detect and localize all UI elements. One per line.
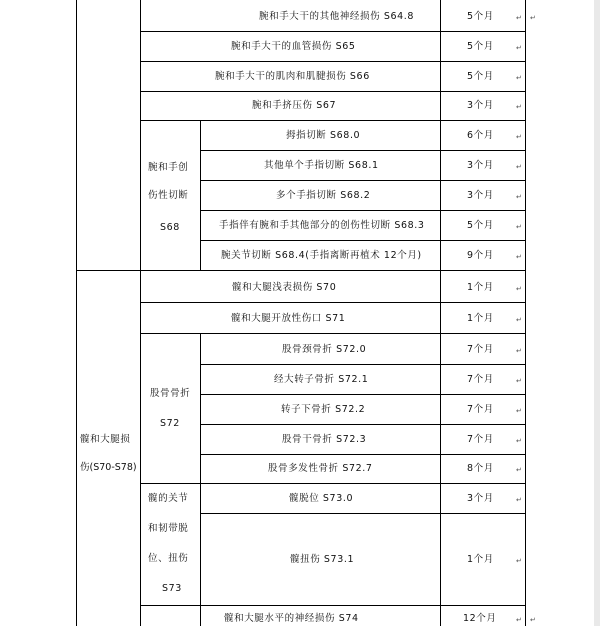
row-period: 8个月	[467, 463, 494, 474]
row-end-mark: ↵	[530, 14, 536, 22]
row-period: 7个月	[467, 434, 494, 445]
scrollbar[interactable]	[594, 0, 600, 626]
row-name: 转子下骨折 S72.2	[281, 404, 366, 415]
cell-mark: ↵	[516, 44, 522, 52]
group-label: S68	[160, 222, 180, 233]
cell-mark: ↵	[516, 316, 522, 324]
row-name: 腕和手大干的血管损伤 S65	[231, 41, 356, 52]
cell-mark: ↵	[516, 466, 522, 474]
row-period: 5个月	[467, 220, 494, 231]
row-period: 3个月	[467, 100, 494, 111]
cell-mark: ↵	[516, 163, 522, 171]
row-end-mark: ↵	[530, 616, 536, 624]
cell-mark: ↵	[516, 407, 522, 415]
row-period: 1个月	[467, 554, 494, 565]
row-period: 3个月	[467, 493, 494, 504]
cell-mark: ↵	[516, 133, 522, 141]
group-label: 髋的关节	[148, 493, 189, 504]
group-label: 股骨骨折	[150, 388, 191, 399]
cell-mark: ↵	[516, 437, 522, 445]
row-period: 9个月	[467, 250, 494, 261]
row-period: 6个月	[467, 130, 494, 141]
row-name: 腕和手挤压伤 S67	[252, 100, 337, 111]
row-name: 股骨多发性骨折 S72.7	[268, 463, 373, 474]
cell-mark: ↵	[516, 557, 522, 565]
cell-mark: ↵	[516, 103, 522, 111]
row-name: 髋脱位 S73.0	[289, 493, 354, 504]
cell-mark: ↵	[516, 377, 522, 385]
row-name: 经大转子骨折 S72.1	[274, 374, 369, 385]
row-name: 髋扭伤 S73.1	[290, 554, 355, 565]
group-label: 髋和大腿损	[80, 434, 131, 445]
row-name: 手指伴有腕和手其他部分的创伤性切断 S68.3	[219, 220, 425, 231]
group-label: S73	[162, 583, 182, 594]
row-name: 其他单个手指切断 S68.1	[264, 160, 379, 171]
row-period: 5个月	[467, 41, 494, 52]
row-name: 股骨干骨折 S72.3	[282, 434, 367, 445]
cell-mark: ↵	[516, 14, 522, 22]
row-period: 3个月	[467, 190, 494, 201]
group-label: 腕和手创	[148, 162, 189, 173]
group-label: 伤(S70-S78)	[80, 462, 137, 473]
group-label: S72	[160, 418, 180, 429]
row-name: 髋和大腿浅表损伤 S70	[232, 282, 337, 293]
row-period: 12个月	[463, 613, 497, 624]
cell-mark: ↵	[516, 616, 522, 624]
cell-mark: ↵	[516, 223, 522, 231]
group-label: 位、扭伤	[148, 553, 189, 564]
row-period: 1个月	[467, 282, 494, 293]
row-period: 5个月	[467, 11, 494, 22]
cell-mark: ↵	[516, 496, 522, 504]
row-period: 7个月	[467, 404, 494, 415]
row-name: 多个手指切断 S68.2	[276, 190, 371, 201]
cell-mark: ↵	[516, 347, 522, 355]
row-period: 7个月	[467, 344, 494, 355]
row-name: 髋和大腿水平的神经损伤 S74	[224, 613, 359, 624]
cell-mark: ↵	[516, 285, 522, 293]
cell-mark: ↵	[516, 253, 522, 261]
row-name: 腕关节切断 S68.4(手指离断再植术 12个月)	[221, 250, 422, 261]
row-period: 5个月	[467, 71, 494, 82]
row-period: 1个月	[467, 313, 494, 324]
row-name: 拇指切断 S68.0	[286, 130, 361, 141]
row-period: 3个月	[467, 160, 494, 171]
row-name: 腕和手大干的肌肉和肌腱损伤 S66	[215, 71, 370, 82]
row-name: 股骨颈骨折 S72.0	[282, 344, 367, 355]
group-label: 和韧带脱	[148, 523, 189, 534]
cell-mark: ↵	[516, 74, 522, 82]
row-period: 7个月	[467, 374, 494, 385]
group-label: 伤性切断	[148, 190, 189, 201]
cell-mark: ↵	[516, 193, 522, 201]
row-name: 腕和手大干的其他神经损伤 S64.8	[259, 11, 415, 22]
row-name: 髋和大腿开放性伤口 S71	[231, 313, 346, 324]
